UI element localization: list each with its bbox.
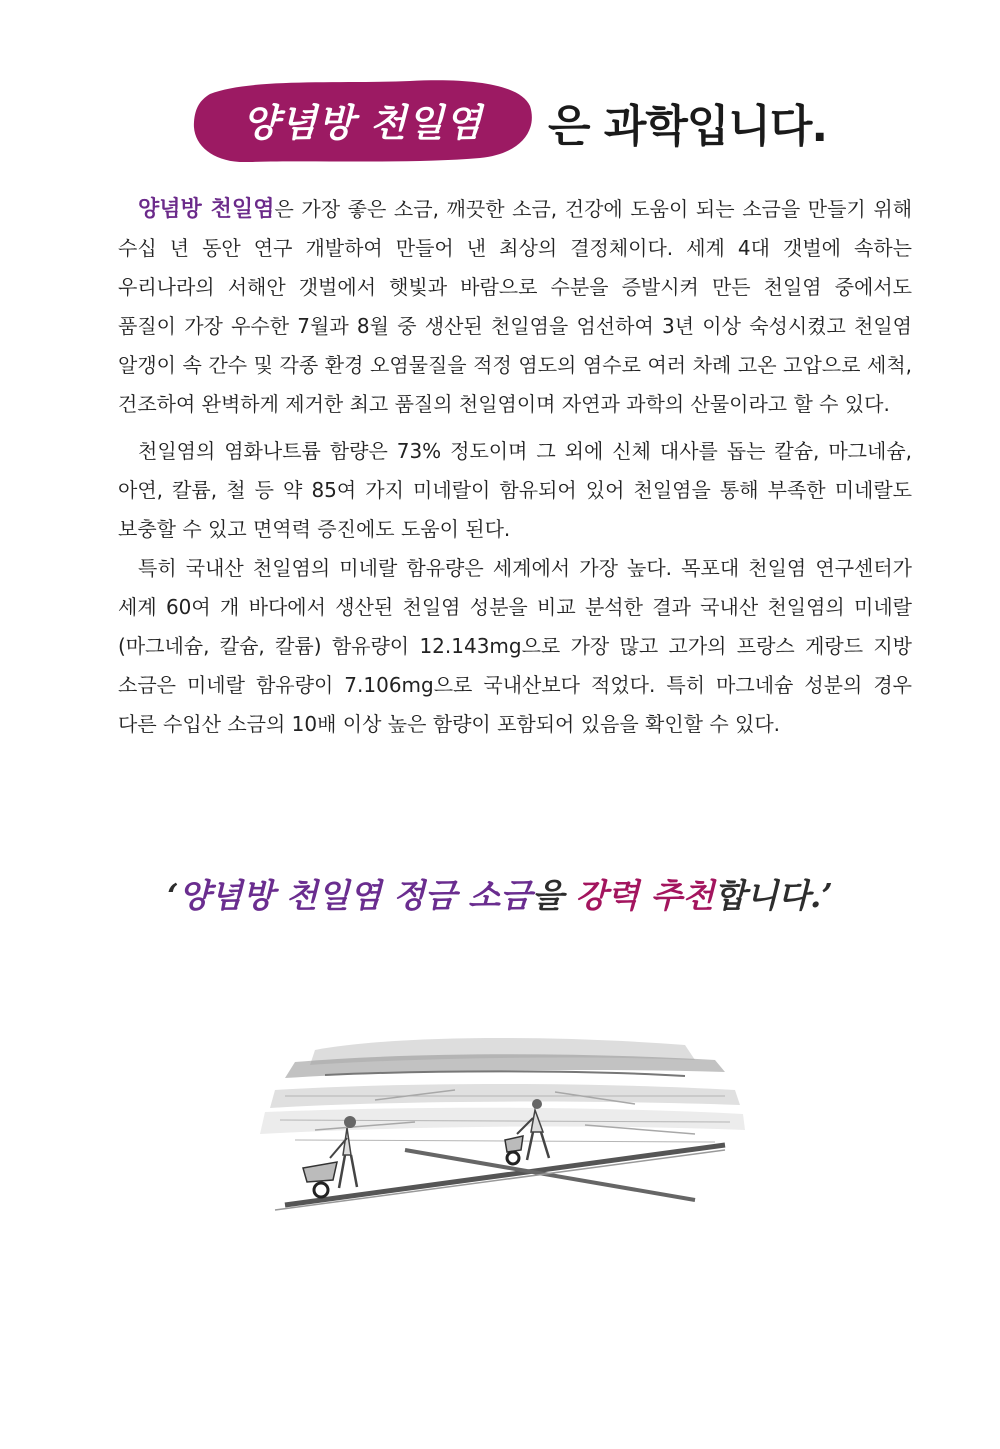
slogan-end: 합니다.’ [714,876,833,915]
slogan-strong: 강력 추천 [575,876,715,915]
slogan-brand: 양념방 천일염 정금 소금 [178,876,532,915]
slogan [0,870,1000,917]
title-badge [190,76,535,162]
paragraph-3 [118,549,912,744]
title-row [0,70,1000,170]
title-badge-text: 양념방 천일염 [242,99,483,145]
brand-name: 양념방 천일염 [138,197,275,222]
body-text [118,190,912,744]
title-suffix: 은 과학입니다. [548,101,828,152]
paragraph-1 [118,190,912,424]
slogan-particle: 을 [531,876,576,915]
paragraph-2-text: 천일염의 염화나트륨 함량은 73% 정도이며 그 외에 신체 대사를 돕는 칼슘, 마그네슘, 아연, 칼륨, 철 등 약 85여 가지 미네랄이 함유되어 있어 천일염을 통해 부족한 미네랄도 보충할 수 있고 면역력 증진에도 도움이 된다. [118,439,912,541]
slogan-open-quote: ‘ [167,876,179,915]
paragraph-3-text: 특히 국내산 천일염의 미네랄 함유량은 세계에서 가장 높다. 목포대 천일염 연구센터가 세계 60여 개 바다에서 생산된 천일염 성분을 비교 분석한 결과 국내산 천일염의 미네랄(마그네슘, 칼슘, 칼륨) 함유량이 12.143mg으로 가장 많고 고가의 프랑스 게랑드 지방 소금은 미네랄 함유량이 7.106mg으로 국내산보다 적었다. 특히 마그네슘 성분의 경우 다른 수입산 소금의 10배 이상 높은 함량이 포함되어 있음을 확인할 수 있다. [118,556,912,736]
paragraph-2 [118,432,912,549]
salt-farm-illustration [255,1030,745,1220]
paragraph-1-text: 은 가장 좋은 소금, 깨끗한 소금, 건강에 도움이 되는 소금을 만들기 위해 수십 년 동안 연구 개발하여 만들어 낸 최상의 결정체이다. 세계 4대 갯벌에 속하는 우리나라의 서해안 갯벌에서 햇빛과 바람으로 수분을 증발시켜 만든 천일염 중에서도 품질이 가장 우수한 7월과 8월 중 생산된 천일염을 엄선하여 3년 이상 숙성시켰고 천일염 알갱이 속 간수 및 각종 환경 오염물질을 적정 염도의 염수로 여러 차례 고온 고압으로 세척, 건조하여 완벽하게 제거한 최고 품질의 천일염이며 자연과 과학의 산물이라고 할 수 있다. [118,197,913,416]
